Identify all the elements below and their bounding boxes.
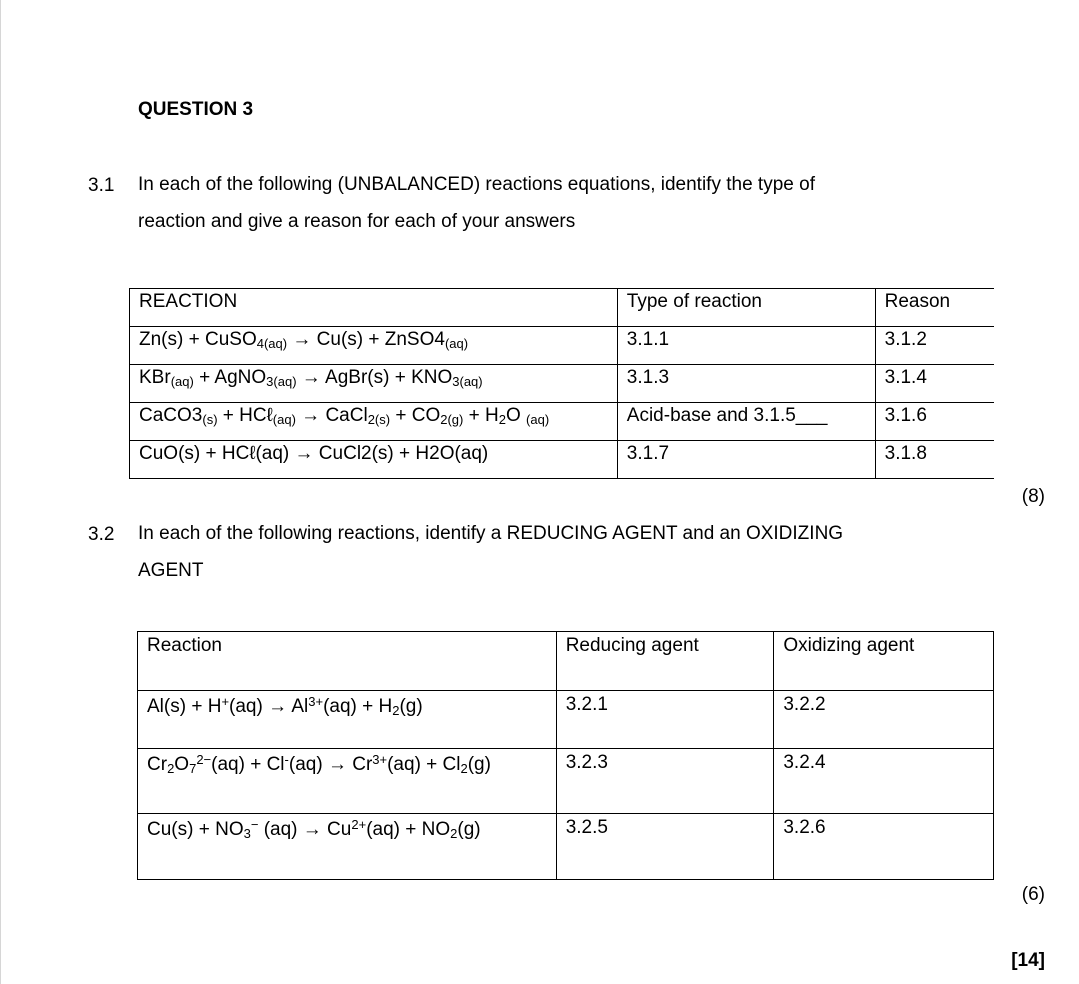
q31-header-type: Type of reaction: [617, 289, 875, 327]
q31-reason-cell: 3.1.8: [875, 441, 994, 479]
q32-header-reaction: Reaction: [138, 632, 557, 691]
q31-reaction-cell: $CaCO3_{(s)}$ + HCℓ$_{(aq)}$ → CaCl$_{2(s)}$ + $CO_{2(g)} + H_2O$ $_{(aq)}$: [130, 403, 618, 441]
q31-type-cell: 3.1.7: [617, 441, 875, 479]
q31-type-cell: 3.1.3: [617, 365, 875, 403]
q32-prompt-line2: AGENT: [138, 560, 204, 581]
q31-prompt-line1: In each of the following (UNBALANCED) reactions equations, identify the type of: [138, 174, 815, 195]
q32-reducing-cell: 3.2.5: [556, 814, 774, 880]
q32-oxidizing-cell: 3.2.4: [774, 749, 994, 814]
q31-reason-cell: 3.1.6: [875, 403, 994, 441]
table-row: [138, 749, 994, 814]
q31-prompt: [138, 166, 815, 240]
question-total: [14]: [1011, 950, 1045, 971]
q31-header-reason: Reason: [875, 289, 994, 327]
table-row: [138, 691, 994, 749]
q32-reducing-cell: 3.2.3: [556, 749, 774, 814]
q32-number: 3.2: [88, 524, 115, 545]
q31-prompt-line2: reaction and give a reason for each of your answers: [138, 211, 576, 232]
q31-reaction-cell: KBr$_{(aq)}$ + AgNO$_{3(aq)}$ → AgBr(s) + $KNO_{3(aq)}$: [130, 365, 618, 403]
q31-header-reaction: REACTION: [130, 289, 618, 327]
q32-reaction-cell: $Cu(s) + NO_3^-$ $(aq) \to Cu^{2+}(aq) + NO_2(g)$: [138, 814, 557, 880]
q31-table: [129, 288, 994, 479]
page-edge: [0, 0, 1, 984]
q31-reaction-cell: CuO(s) + HCℓ(aq) → CuCl2(s) + H2O(aq): [130, 441, 618, 479]
q31-reason-cell: 3.1.2: [875, 327, 994, 365]
q32-marks: (6): [1021, 884, 1045, 905]
table-row: [138, 814, 994, 880]
q32-header-reducing: Reducing agent: [556, 632, 774, 691]
q32-reaction-cell: $Al(s) + H^+(aq) \to Al^{3+}(aq) + H_2(g)$: [138, 691, 557, 749]
q31-type-cell: 3.1.1: [617, 327, 875, 365]
q32-reaction-cell: $Cr_2O_7^{2-}(aq) + Cl^-(aq) \to Cr^{3+}(aq) + Cl_2(g)$: [138, 749, 557, 814]
q32-table-header: [138, 632, 994, 691]
table-row: [130, 365, 995, 403]
q31-table-header: [130, 289, 995, 327]
q32-prompt-line1: In each of the following reactions, identify a REDUCING AGENT and an OXIDIZING: [138, 523, 844, 544]
q32-oxidizing-cell: 3.2.2: [774, 691, 994, 749]
table-row: [130, 327, 995, 365]
q31-reaction-cell: Zn(s) + CuSO$_{4(aq)}$ → $Cu(s) + ZnSO4_{(aq)}$: [130, 327, 618, 365]
q32-reducing-cell: 3.2.1: [556, 691, 774, 749]
q32-header-oxidizing: Oxidizing agent: [774, 632, 994, 691]
q32-prompt: [138, 515, 843, 589]
question-title: QUESTION 3: [138, 99, 254, 120]
table-row: [130, 441, 995, 479]
q32-oxidizing-cell: 3.2.6: [774, 814, 994, 880]
q32-table: [137, 631, 994, 880]
q31-type-cell: Acid-base and 3.1.5___: [617, 403, 875, 441]
q31-number: 3.1: [88, 175, 115, 196]
table-row: [130, 403, 995, 441]
q31-reason-cell: 3.1.4: [875, 365, 994, 403]
q31-marks: (8): [1021, 486, 1045, 507]
